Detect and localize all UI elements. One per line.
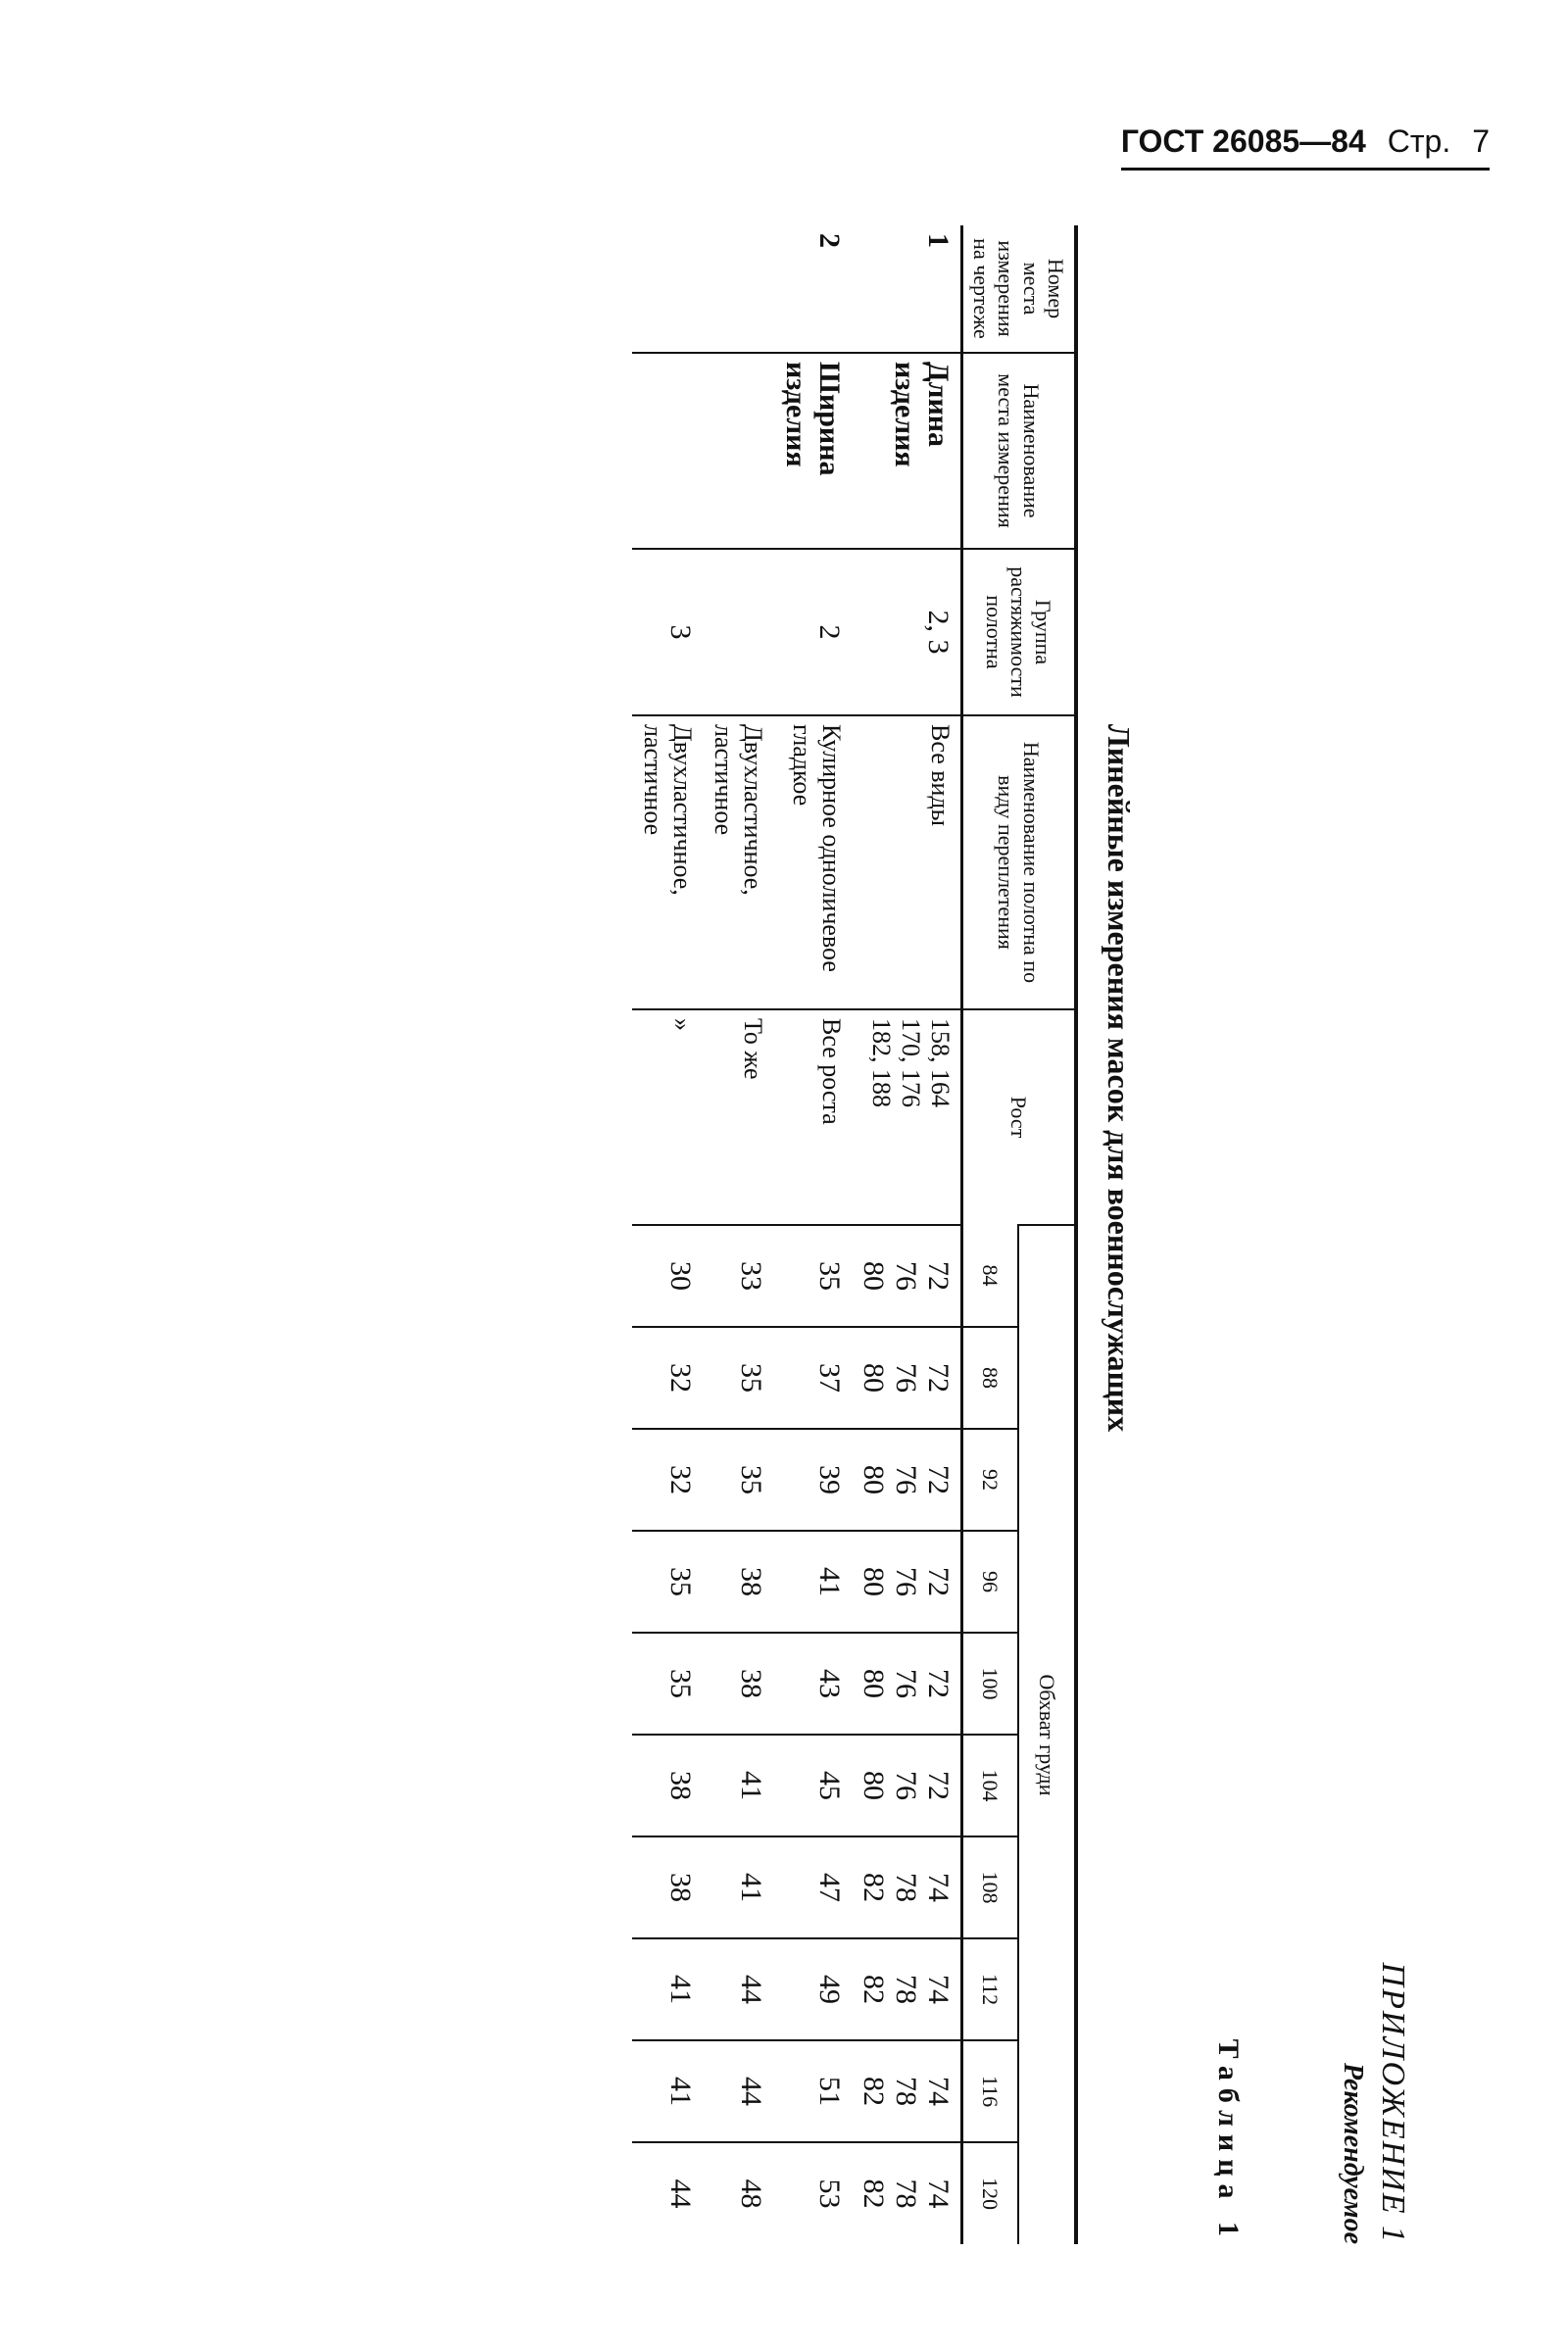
header-size: 84 [961,1225,1018,1327]
size-value: 76 [889,1669,922,1698]
size-value: 74 [921,1975,955,2004]
size-cell [703,1327,773,1429]
page-header [1121,123,1490,171]
header-col-group: Группа растяжимости полотна [961,549,1076,715]
header-size: 120 [961,2142,1018,2244]
size-value: 35 [734,1465,767,1494]
row-fabric: Кулирное одноличевое гладкое [773,715,852,1009]
row-place [703,353,773,549]
size-value: 38 [734,1567,767,1596]
size-cell [852,2040,962,2142]
row-number [632,225,703,353]
size-value: 33 [734,1261,767,1291]
size-value: 78 [889,2179,922,2209]
size-cell [703,1836,773,1938]
header-size: 116 [961,2040,1018,2142]
header-size: 92 [961,1429,1018,1531]
size-cell [773,2040,852,2142]
row-number: 1 [921,233,955,248]
growth-value: 158, 164 [925,1018,955,1107]
standard-number: ГОСТ 26085—84 [1120,123,1366,159]
size-value: 35 [734,1363,767,1393]
size-value: 82 [857,1975,890,2004]
header-size: 88 [961,1327,1018,1429]
size-value: 38 [734,1669,767,1698]
size-value: 82 [857,2179,890,2209]
row-growth [632,1009,703,1225]
row-fabric: Все виды [852,715,962,1009]
size-value: 80 [857,1567,890,1596]
size-cell [852,1429,962,1531]
appendix-title: ПРИЛОЖЕНИЕ 1 [1375,1962,1411,2244]
size-cell [852,1633,962,1735]
table-title: Линейные измерения масок для военнослужащих [1102,723,1137,1433]
row-group: 3 [632,549,703,715]
size-cell [632,1836,703,1938]
size-value: 78 [889,1975,922,2004]
table-row [852,225,962,2244]
header-size: 96 [961,1531,1018,1633]
size-value: 72 [921,1669,955,1698]
growth-value: 182, 188 [866,1018,896,1107]
size-value: 49 [812,1975,846,2004]
size-value: 41 [734,1873,767,1902]
header-size: 100 [961,1633,1018,1735]
size-value: 35 [663,1567,697,1596]
size-value: 78 [889,2077,922,2106]
size-cell [703,2040,773,2142]
header-size: 108 [961,1836,1018,1938]
header-col-fabric: Наименование полотна по виду переплетения [961,715,1076,1009]
row-group: 2 [773,549,852,715]
row-group: 2, 3 [852,549,962,715]
size-value: 38 [663,1771,697,1800]
size-cell [852,1327,962,1429]
size-value: 30 [663,1261,697,1291]
size-value: 38 [663,1873,697,1902]
size-cell [852,1735,962,1836]
size-value: 76 [889,1567,922,1596]
size-value: 41 [734,1771,767,1800]
header-col-growth: Рост [961,1009,1076,1225]
size-value: 72 [921,1771,955,1800]
size-value: 44 [734,2077,767,2106]
size-cell [703,1735,773,1836]
size-value: 43 [812,1669,846,1698]
size-value: 32 [663,1465,697,1494]
size-value: 82 [857,2077,890,2106]
table-row [632,225,703,2244]
size-value: 37 [812,1363,846,1393]
growth-value: » [667,1018,697,1031]
row-group [703,549,773,715]
size-value: 48 [734,2179,767,2209]
growth-value: Все роста [816,1018,846,1125]
header-col-number: Номер места измерения на чертеже [961,225,1076,353]
appendix-block [1337,1963,1411,2244]
size-cell [852,1836,962,1938]
row-growth [852,1009,962,1225]
size-value: 80 [857,1363,890,1393]
size-value: 74 [921,2077,955,2106]
size-cell [703,1429,773,1531]
size-cell [852,1938,962,2040]
header-col-place: Наименование места измерения [961,353,1076,549]
size-value: 51 [812,2077,846,2106]
table-number: Таблица 1 [1212,2038,1245,2244]
size-cell [773,1836,852,1938]
size-value: 44 [734,1975,767,2004]
row-number: 2 [812,233,846,248]
row-place: Длина изделия [852,353,962,549]
size-value: 80 [857,1261,890,1291]
row-fabric: Двухластичное, ластичное [632,715,703,1009]
size-cell [703,1633,773,1735]
row-fabric: Двухластичное, ластичное [703,715,773,1009]
size-value: 39 [812,1465,846,1494]
row-growth [703,1009,773,1225]
size-cell [852,2142,962,2244]
size-value: 72 [921,1567,955,1596]
growth-value: 170, 176 [896,1018,925,1107]
size-value: 41 [663,2077,697,2106]
size-cell [852,1225,962,1327]
size-cell [773,1429,852,1531]
size-value: 80 [857,1669,890,1698]
size-cell [632,1327,703,1429]
size-value: 44 [663,2179,697,2209]
size-cell [703,1225,773,1327]
header-size: 112 [961,1938,1018,2040]
size-value: 41 [812,1567,846,1596]
page-label: Стр. [1387,123,1451,159]
size-cell [773,1225,852,1327]
size-cell [632,1531,703,1633]
row-place [632,353,703,549]
page-number: 7 [1472,123,1490,159]
rotated-content [137,225,1411,2244]
size-cell [632,1735,703,1836]
size-value: 78 [889,1873,922,1902]
size-value: 35 [812,1261,846,1291]
size-cell [632,1429,703,1531]
row-growth [773,1009,852,1225]
size-value: 82 [857,1873,890,1902]
size-cell [852,1531,962,1633]
size-value: 45 [812,1771,846,1800]
size-value: 53 [812,2179,846,2209]
appendix-status: Рекомендуемое [1338,2062,1368,2244]
size-cell [632,1225,703,1327]
header-chest-group: Обхват груди [1018,1225,1076,2244]
size-cell [773,1327,852,1429]
row-number [703,225,773,353]
size-value: 35 [663,1669,697,1698]
size-value: 76 [889,1771,922,1800]
row-place: Ширина изделия [773,353,852,549]
measurements-table [632,225,1078,2244]
growth-value: То же [738,1018,767,1080]
size-value: 74 [921,2179,955,2209]
size-value: 47 [812,1873,846,1902]
size-value: 80 [857,1771,890,1800]
size-value: 72 [921,1465,955,1494]
table-body [632,225,962,2244]
table-row [773,225,852,2244]
size-value: 74 [921,1873,955,1902]
size-cell [632,1938,703,2040]
size-value: 32 [663,1363,697,1393]
size-cell [632,2142,703,2244]
size-cell [773,1633,852,1735]
size-cell [773,1938,852,2040]
header-size: 104 [961,1735,1018,1836]
size-value: 72 [921,1363,955,1393]
size-value: 76 [889,1261,922,1291]
size-cell [632,1633,703,1735]
size-cell [773,1735,852,1836]
size-value: 72 [921,1261,955,1291]
size-cell [703,1938,773,2040]
size-cell [703,2142,773,2244]
table-row [703,225,773,2244]
size-value: 76 [889,1465,922,1494]
size-value: 80 [857,1465,890,1494]
size-value: 41 [663,1975,697,2004]
size-cell [632,2040,703,2142]
size-value: 76 [889,1363,922,1393]
size-cell [773,1531,852,1633]
size-cell [703,1531,773,1633]
size-cell [773,2142,852,2244]
